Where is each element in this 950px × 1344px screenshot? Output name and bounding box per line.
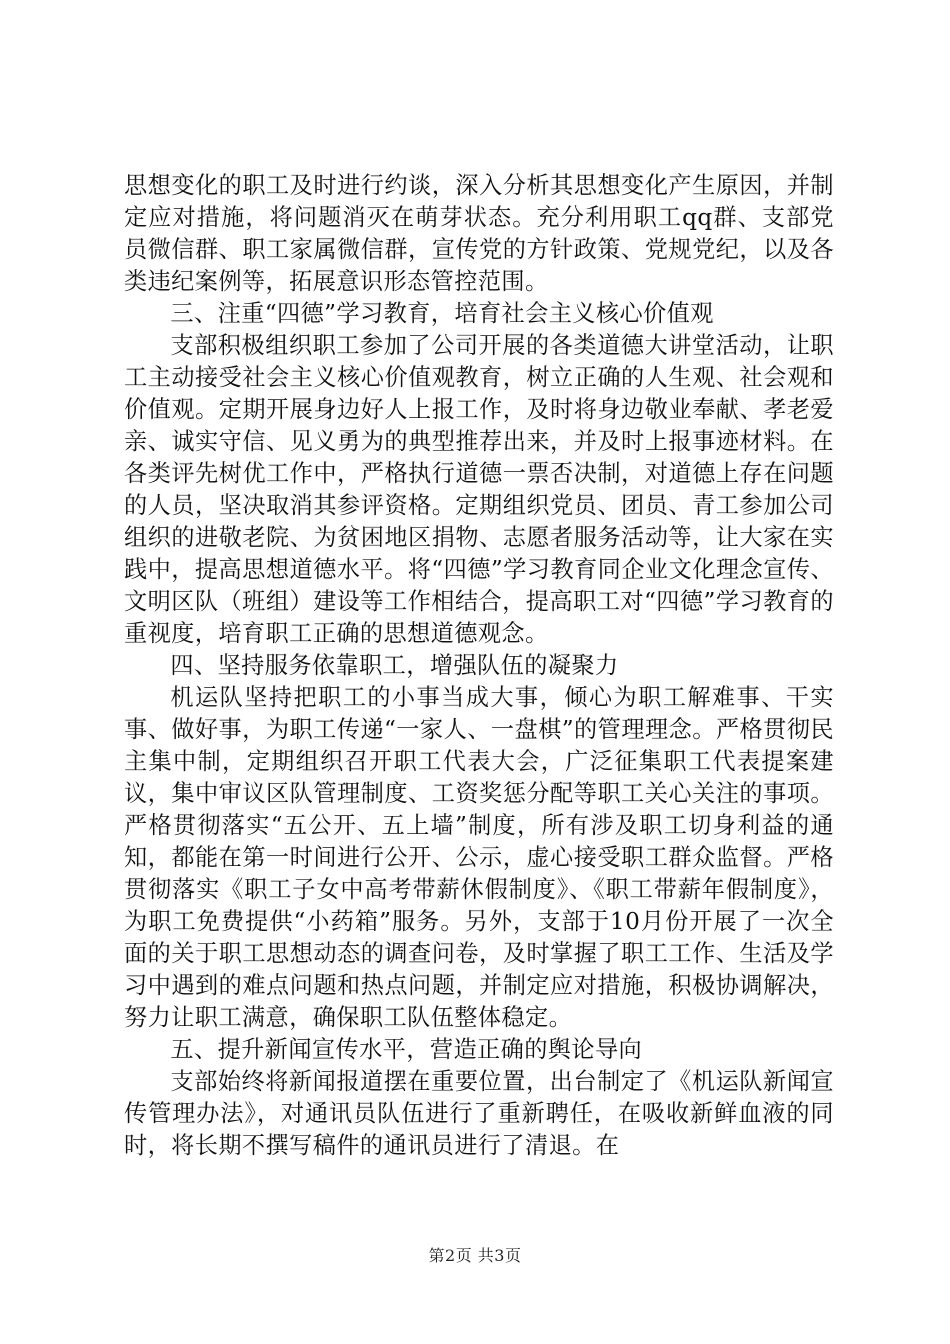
section-heading-3: 三、注重“四德”学习教育，培育社会主义核心价值观 (170, 300, 714, 327)
page-number: 第2页 共3页 (428, 1246, 522, 1265)
page-footer (0, 1243, 950, 1266)
paragraph-four-virtues: 支部积极组织职工参加了公司开展的各类道德大讲堂活动，让职工主动接受社会主义核心价值观教育，树立正确的人生观、社会观和价值观。定期开展身边好人上报工作，及时将身边敬业奉献、孝老爱亲、诚实守信、见义勇为的典型推荐出来，并及时上报事迹材料。在各类评先树优工作中，严格执行道德一票否决制，对道德上存在问题的人员，坚决取消其参评资格。定期组织党员、团员、青工参加公司组织的进敬老院、为贫困地区捐物、志愿者服务活动等，让大家在实践中，提高思想道德水平。将“四德”学习教育同企业文化理念宣传、文明区队（班组）建设等工作相结合，提高职工对“四德”学习教育的重视度，培育职工正确的思想道德观念。 (124, 332, 834, 647)
paragraph-news-publicity: 支部始终将新闻报道摆在重要位置，出台制定了《机运队新闻宣传管理办法》，对通讯员队伍进行了重新聘任，在吸收新鲜血液的同时，将长期不撰写稿件的通讯员进行了清退。在 (124, 1068, 834, 1159)
paragraph-serve-workers: 机运队坚持把职工的小事当成大事，倾心为职工解难事、干实事、做好事，为职工传递“一家人、一盘棋”的管理理念。严格贯彻民主集中制，定期组织召开职工代表大会，广泛征集职工代表提案建议，集中审议区队管理制度、工资奖惩分配等职工关心关注的事项。严格贯彻落实“五公开、五上墙”制度，所有涉及职工切身利益的通知，都能在第一时间进行公开、公示，虚心接受职工群众监督。严格贯彻落实《职工子女中高考带薪休假制度》、《职工带薪年假制度》，为职工免费提供“小药箱”服务。另外，支部于10月份开展了一次全面的关于职工思想动态的调查问卷，及时掌握了职工工作、生活及学习中遇到的难点问题和热点问题，并制定应对措施，积极协调解决，努力让职工满意，确保职工队伍整体稳定。 (124, 684, 834, 1031)
section-heading-4: 四、坚持服务依靠职工，增强队伍的凝聚力 (170, 652, 619, 679)
section-heading-5: 五、提升新闻宣传水平，营造正确的舆论导向 (170, 1036, 643, 1063)
paragraph-continued: 思想变化的职工及时进行约谈，深入分析其思想变化产生原因，并制定应对措施，将问题消灭在萌芽状态。充分利用职工qq群、支部党员微信群、职工家属微信群，宣传党的方针政策、党规党纪，以及各类违纪案例等，拓展意识形态管控范围。 (124, 172, 834, 295)
document-body (124, 170, 834, 1162)
